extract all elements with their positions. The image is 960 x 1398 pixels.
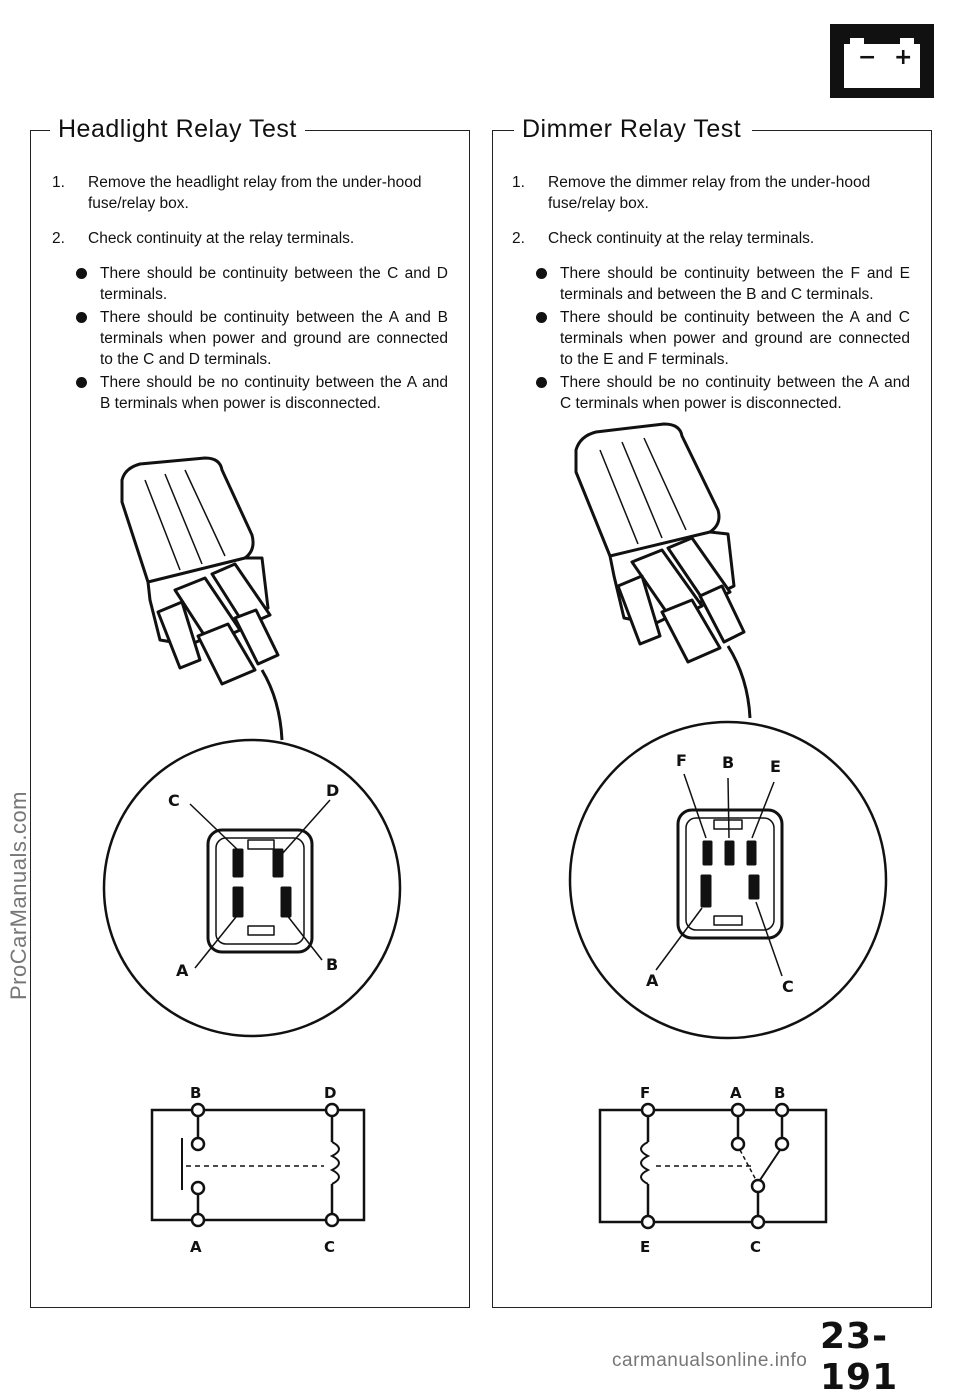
left-label-a: A <box>176 961 189 980</box>
right-schem-top-mid: A <box>730 1084 742 1102</box>
right-label-b: B <box>722 753 735 772</box>
right-panel-title: Dimmer Relay Test <box>514 114 749 144</box>
left-step-1-text: Remove the headlight relay from the under-hood fuse/relay box. <box>88 174 422 212</box>
battery-plus: + <box>894 45 913 70</box>
left-schematic <box>140 1080 380 1260</box>
right-step-2-text: Check continuity at the relay terminals. <box>548 230 815 247</box>
right-label-e: E <box>770 757 781 776</box>
left-step-2-text: Check continuity at the relay terminals. <box>88 230 355 247</box>
left-step-2-num: 2. <box>52 230 65 247</box>
battery-icon <box>830 24 934 98</box>
page-number: 23-191 <box>820 1316 899 1398</box>
watermark: ProCarManuals.com <box>6 790 31 1000</box>
right-step-1 <box>512 172 910 214</box>
footer-url[interactable]: carmanualsonline.info <box>612 1350 808 1371</box>
right-step-2-num: 2. <box>512 230 525 247</box>
right-relay-illustration <box>492 410 932 1050</box>
left-steps <box>52 172 448 416</box>
left-label-d: D <box>326 781 340 800</box>
left-step-1-num: 1. <box>52 174 65 191</box>
left-bullets <box>52 263 448 414</box>
left-schem-bottom-right: C <box>324 1238 336 1256</box>
right-step-1-text: Remove the dimmer relay from the under-hood fuse/relay box. <box>548 174 871 212</box>
right-bullet-1: There should be continuity between the F and E terminals and between the B and C terminals. <box>560 265 910 303</box>
left-label-b: B <box>326 955 339 974</box>
right-label-c: C <box>782 977 794 996</box>
right-schem-bottom-right: C <box>750 1238 762 1256</box>
left-bullet-3: There should be no continuity between the A and B terminals when power is disconnected. <box>100 374 448 412</box>
right-bullet-3: There should be no continuity between the A and C terminals when power is disconnected. <box>560 374 910 412</box>
left-label-c: C <box>168 791 180 810</box>
right-step-2 <box>512 228 910 249</box>
left-schem-top-left: B <box>190 1084 202 1102</box>
right-schematic <box>590 1080 840 1260</box>
left-schem-bottom-left: A <box>190 1238 202 1256</box>
right-label-f: F <box>676 751 687 770</box>
left-bullet-2: There should be continuity between the A and B terminals when power and ground are connected to the C and D terminals. <box>100 309 448 368</box>
right-schem-bottom-left: E <box>640 1238 651 1256</box>
right-bullets <box>512 263 910 414</box>
right-steps <box>512 172 910 416</box>
right-label-a: A <box>646 971 659 990</box>
left-step-1 <box>52 172 448 214</box>
left-schem-top-right: D <box>324 1084 337 1102</box>
right-step-1-num: 1. <box>512 174 525 191</box>
right-schem-top-left: F <box>640 1084 651 1102</box>
battery-minus: − <box>858 45 877 70</box>
right-bullet-2: There should be continuity between the A and C terminals when power and ground are connected to the E and F terminals. <box>560 309 910 368</box>
left-panel-title: Headlight Relay Test <box>50 114 305 144</box>
left-step-2 <box>52 228 448 249</box>
right-schem-top-right: B <box>774 1084 786 1102</box>
left-bullet-1: There should be continuity between the C and D terminals. <box>100 265 448 303</box>
